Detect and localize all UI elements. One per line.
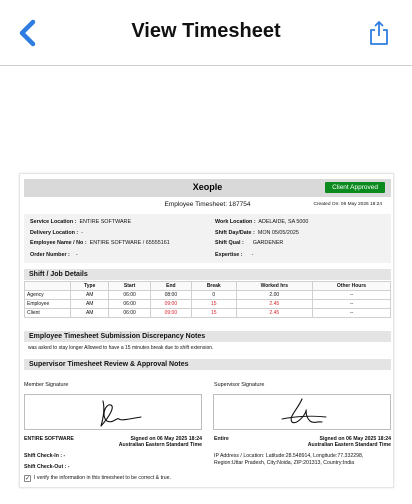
verify-text: I verify the information in this timesheet to be correct & true.: [34, 475, 171, 481]
ip-location-line1: IP Address / Location: Latitude:28.548914, Longitude:77.332298,: [214, 453, 364, 459]
review-section-title: Supervisor Timesheet Review & Approval Notes: [24, 359, 391, 370]
timesheet-number: Employee Timesheet: 187754: [164, 201, 251, 208]
shift-table: [24, 281, 391, 318]
supervisor-timezone: Australian Eastern Standard Time: [307, 442, 391, 448]
cell-worked: 2.45: [236, 309, 312, 318]
delivery-location-label: Delivery Location :: [30, 230, 79, 236]
nav-bar: [0, 0, 412, 66]
order-number-value: -: [75, 252, 78, 258]
shift-day-date: [215, 230, 299, 236]
work-location: [215, 219, 308, 225]
order-number-label: Order Number :: [30, 252, 70, 258]
member-signature-box: [24, 394, 202, 430]
cell-start: 06:00: [109, 300, 150, 309]
member-signature-image: [25, 395, 203, 431]
expertise-label: Expertise :: [215, 252, 243, 258]
table-row: [25, 300, 391, 309]
service-location: [30, 219, 131, 225]
share-icon[interactable]: [368, 20, 390, 46]
work-location-label: Work Location :: [215, 219, 256, 225]
table-row: [25, 291, 391, 300]
delivery-location: [30, 230, 83, 236]
delivery-location-value: -: [81, 230, 84, 236]
column-header: Start: [109, 282, 150, 291]
member-timezone: Australian Eastern Standard Time: [118, 442, 202, 448]
column-header: Type: [71, 282, 109, 291]
shift-check-out: Shift Check-Out : -: [24, 464, 70, 470]
shift-day-label: Shift Day/Date :: [215, 230, 255, 236]
discrepancy-section-title: Employee Timesheet Submission Discrepancy Notes: [24, 331, 391, 342]
cell-other: --: [313, 309, 391, 318]
timesheet-info-panel: [24, 214, 391, 263]
shift-day-value: MON 05/05/2025: [257, 230, 299, 236]
cell-break: 15: [192, 300, 237, 309]
supervisor-signature-image: [214, 395, 392, 431]
document-header: [24, 179, 391, 197]
status-badge: Client Approved: [325, 182, 385, 193]
column-header: Worked hrs: [236, 282, 312, 291]
cell-worked: 2.45: [236, 300, 312, 309]
cell-type: AM: [71, 291, 109, 300]
cell-start: 06:00: [109, 309, 150, 318]
employee-label: Employee Name / No :: [30, 240, 87, 246]
column-header: Break: [192, 282, 237, 291]
order-number: [30, 252, 78, 258]
employee-value: ENTIRE SOFTWARE / 65555161: [89, 240, 170, 246]
cell-other: --: [313, 300, 391, 309]
supervisor-name: Entire: [214, 436, 229, 442]
service-location-value: ENTIRE SOFTWARE: [79, 219, 132, 225]
work-location-value: ADELAIDE, SA 5000: [258, 219, 309, 225]
shift-section-title: Shift / Job Details: [24, 269, 391, 280]
cell-end: 08:00: [150, 291, 191, 300]
supervisor-signature-label: Supervisor Signature: [214, 382, 265, 388]
brand-name: Xeople: [192, 182, 223, 192]
member-name: ENTIRE SOFTWARE: [24, 436, 74, 442]
shift-qual-label: Shift Qual :: [215, 240, 244, 246]
cell-end: 09:00: [150, 300, 191, 309]
shift-table-header: [25, 282, 391, 291]
column-header: Other Hours: [313, 282, 391, 291]
member-signature-label: Member Signature: [24, 382, 69, 388]
row-label: Employee: [25, 300, 71, 309]
cell-break: 15: [192, 309, 237, 318]
service-location-label: Service Location :: [30, 219, 77, 225]
shift-qual: [215, 240, 283, 246]
member-signed-on: Signed on 06 May 2025 18:24: [130, 436, 202, 442]
cell-start: 06:00: [109, 291, 150, 300]
supervisor-signed-on: Signed on 06 May 2025 18:24: [319, 436, 391, 442]
cell-other: --: [313, 291, 391, 300]
table-row: [25, 309, 391, 318]
cell-break: 0: [192, 291, 237, 300]
page-title: View Timesheet: [131, 20, 281, 42]
cell-end: 09:00: [150, 309, 191, 318]
verify-checkbox[interactable]: ✓: [25, 476, 31, 482]
discrepancy-note: was asked to stay longer Allowed to have a 15 minutes break due to shift extension.: [28, 345, 214, 351]
row-label: Client: [25, 309, 71, 318]
column-header: End: [150, 282, 191, 291]
ip-location-line2: Region:Uttar Pradesh, City:Noida, ZIP:201313, Country:India: [214, 460, 355, 466]
shift-check-in: Shift Check-In : -: [24, 453, 66, 459]
cell-worked: 2.00: [236, 291, 312, 300]
shift-qual-value: GARDENER: [252, 240, 284, 246]
row-label: Agency: [25, 291, 71, 300]
column-header: [25, 282, 71, 291]
cell-type: AM: [71, 309, 109, 318]
created-on: Created On: 06 May 2025 18:24: [313, 202, 382, 207]
supervisor-signature-box: [213, 394, 391, 430]
cell-type: AM: [71, 300, 109, 309]
timesheet-document: [19, 173, 394, 488]
employee-name-no: [30, 240, 170, 246]
expertise: [215, 252, 253, 258]
expertise-value: -: [251, 252, 254, 258]
